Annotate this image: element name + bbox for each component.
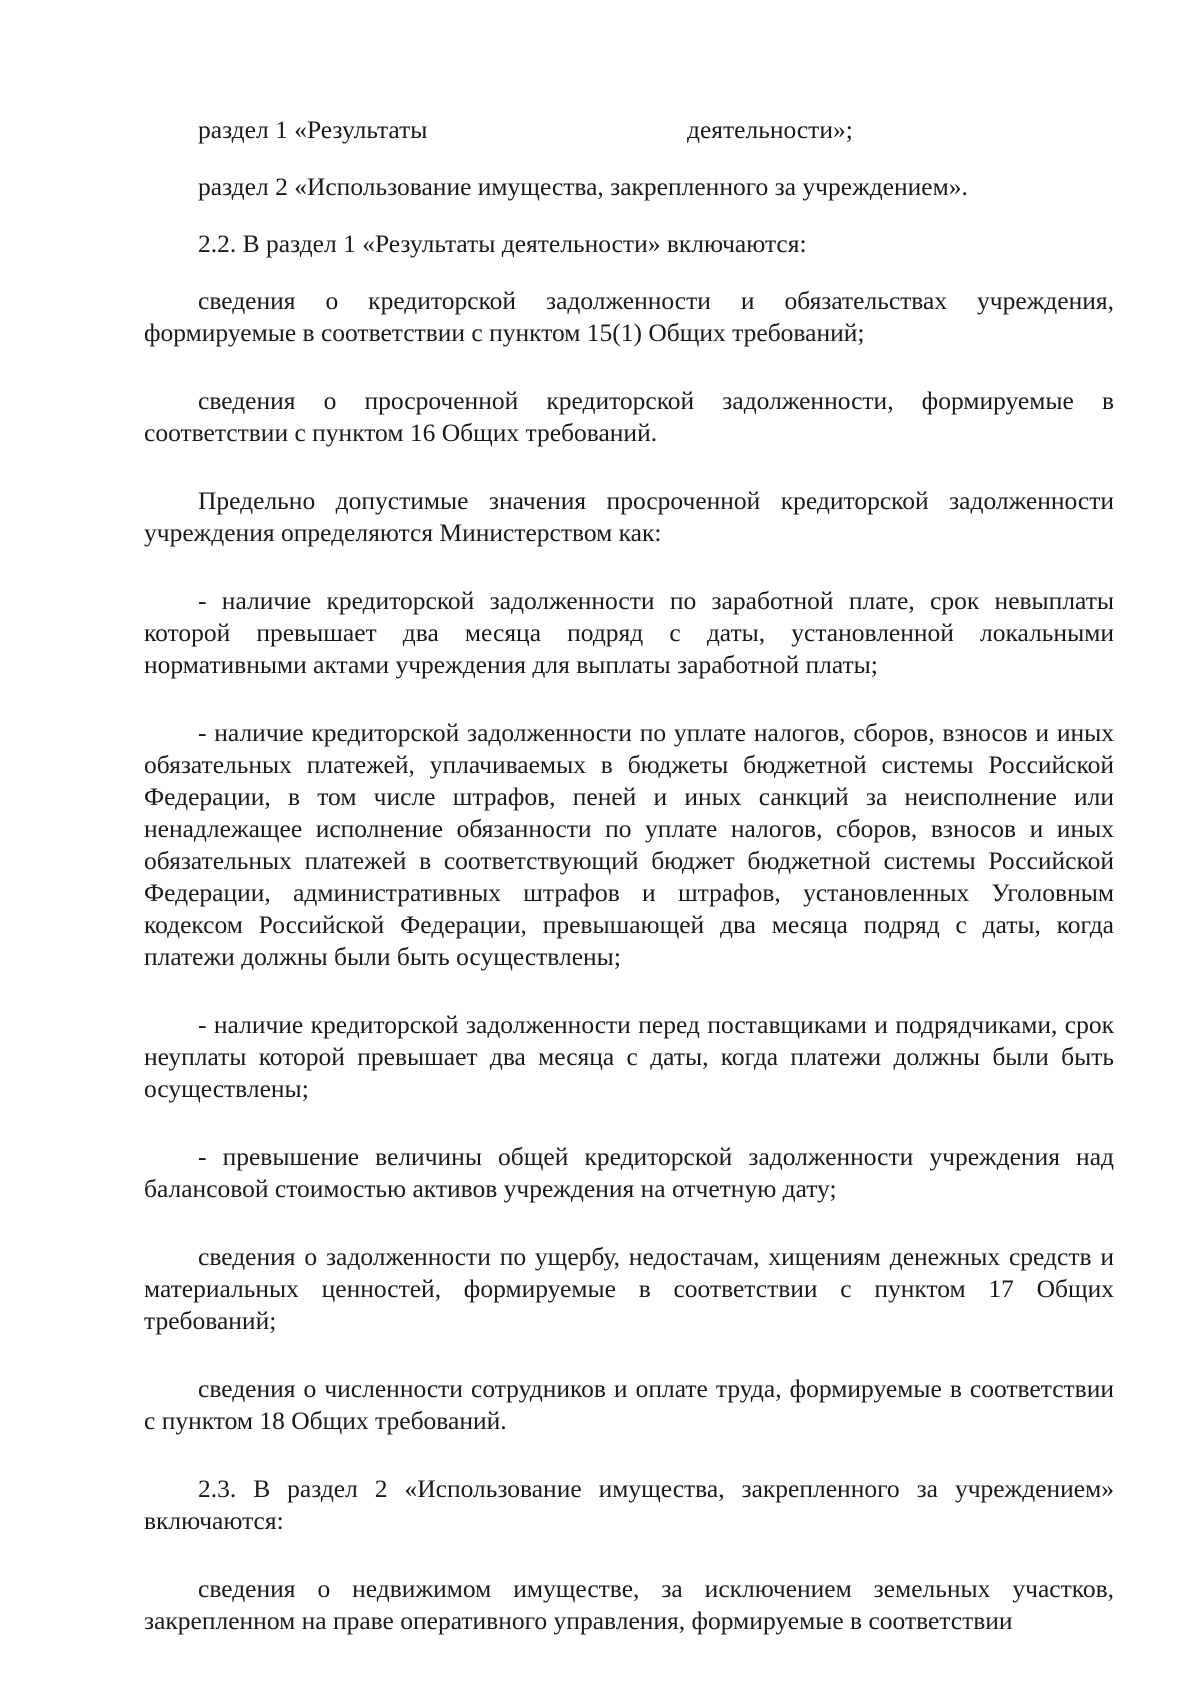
document-body [144, 114, 1114, 1637]
paragraph-salary-debt: - наличие кредиторской задолженности по заработной плате, срок невыплаты которой превышает два месяца подряд с даты, установленной локальными нормативными актами учреждения для выплаты заработной платы; [144, 586, 1114, 679]
paragraph-supplier-debt: - наличие кредиторской задолженности перед поставщиками и подрядчиками, срок неуплаты которой превышает два месяца с даты, когда платежи должны были быть осуществлены; [144, 1010, 1114, 1103]
paragraph-section-2-title: раздел 2 «Использование имущества, закрепленного за учреждением». [198, 172, 968, 201]
paragraph-staff-info: сведения о численности сотрудников и оплате труда, формируемые в соответствии с пунктом 18 Общих требований. [144, 1374, 1114, 1435]
section-1-title-left: раздел 1 «Результаты [198, 115, 428, 144]
paragraph-real-estate-info: сведения о недвижимом имуществе, за исключением земельных участков, закрепленном на праве оперативного управления, формируемые в соответствии [144, 1574, 1114, 1635]
paragraph-limit-values: Предельно допустимые значения просроченной кредиторской задолженности учреждения определяются Министерством как: [144, 486, 1114, 547]
section-1-title-right: деятельности»; [687, 115, 853, 144]
paragraph-2-3-heading: 2.3. В раздел 2 «Использование имущества, закрепленного за учреждением» включаются: [144, 1474, 1114, 1535]
paragraph-creditor-debt-info: сведения о кредиторской задолженности и обязательствах учреждения, формируемые в соответствии с пунктом 15(1) Общих требований; [144, 286, 1114, 347]
paragraph-overdue-debt-info: сведения о просроченной кредиторской задолженности, формируемые в соответствии с пунктом 16 Общих требований. [144, 386, 1114, 447]
paragraph-section-1-title [144, 114, 1114, 146]
paragraph-debt-exceeds-assets: - превышение величины общей кредиторской задолженности учреждения над балансовой стоимостью активов учреждения на отчетную дату; [144, 1142, 1114, 1203]
paragraph-tax-debt: - наличие кредиторской задолженности по уплате налогов, сборов, взносов и иных обязательных платежей, уплачиваемых в бюджеты бюджетной системы Российской Федерации, в том числе штрафов, пеней и иных санкций за неисполнение или ненадлежащее исполнение обязанности по уплате налогов, сборов, взносов и иных обязательных платежей в соответствующий бюджет бюджетной системы Российской Федерации, административных штрафов и штрафов, установленных Уголовным кодексом Российской Федерации, превышающей два месяца подряд с даты, когда платежи должны были быть осуществлены; [144, 718, 1114, 971]
paragraph-damage-debt-info: сведения о задолженности по ущербу, недостачам, хищениям денежных средств и материальных ценностей, формируемые в соответствии с пунктом 17 Общих требований; [144, 1242, 1114, 1335]
paragraph-2-2-heading: 2.2. В раздел 1 «Результаты деятельности» включаются: [198, 229, 807, 258]
